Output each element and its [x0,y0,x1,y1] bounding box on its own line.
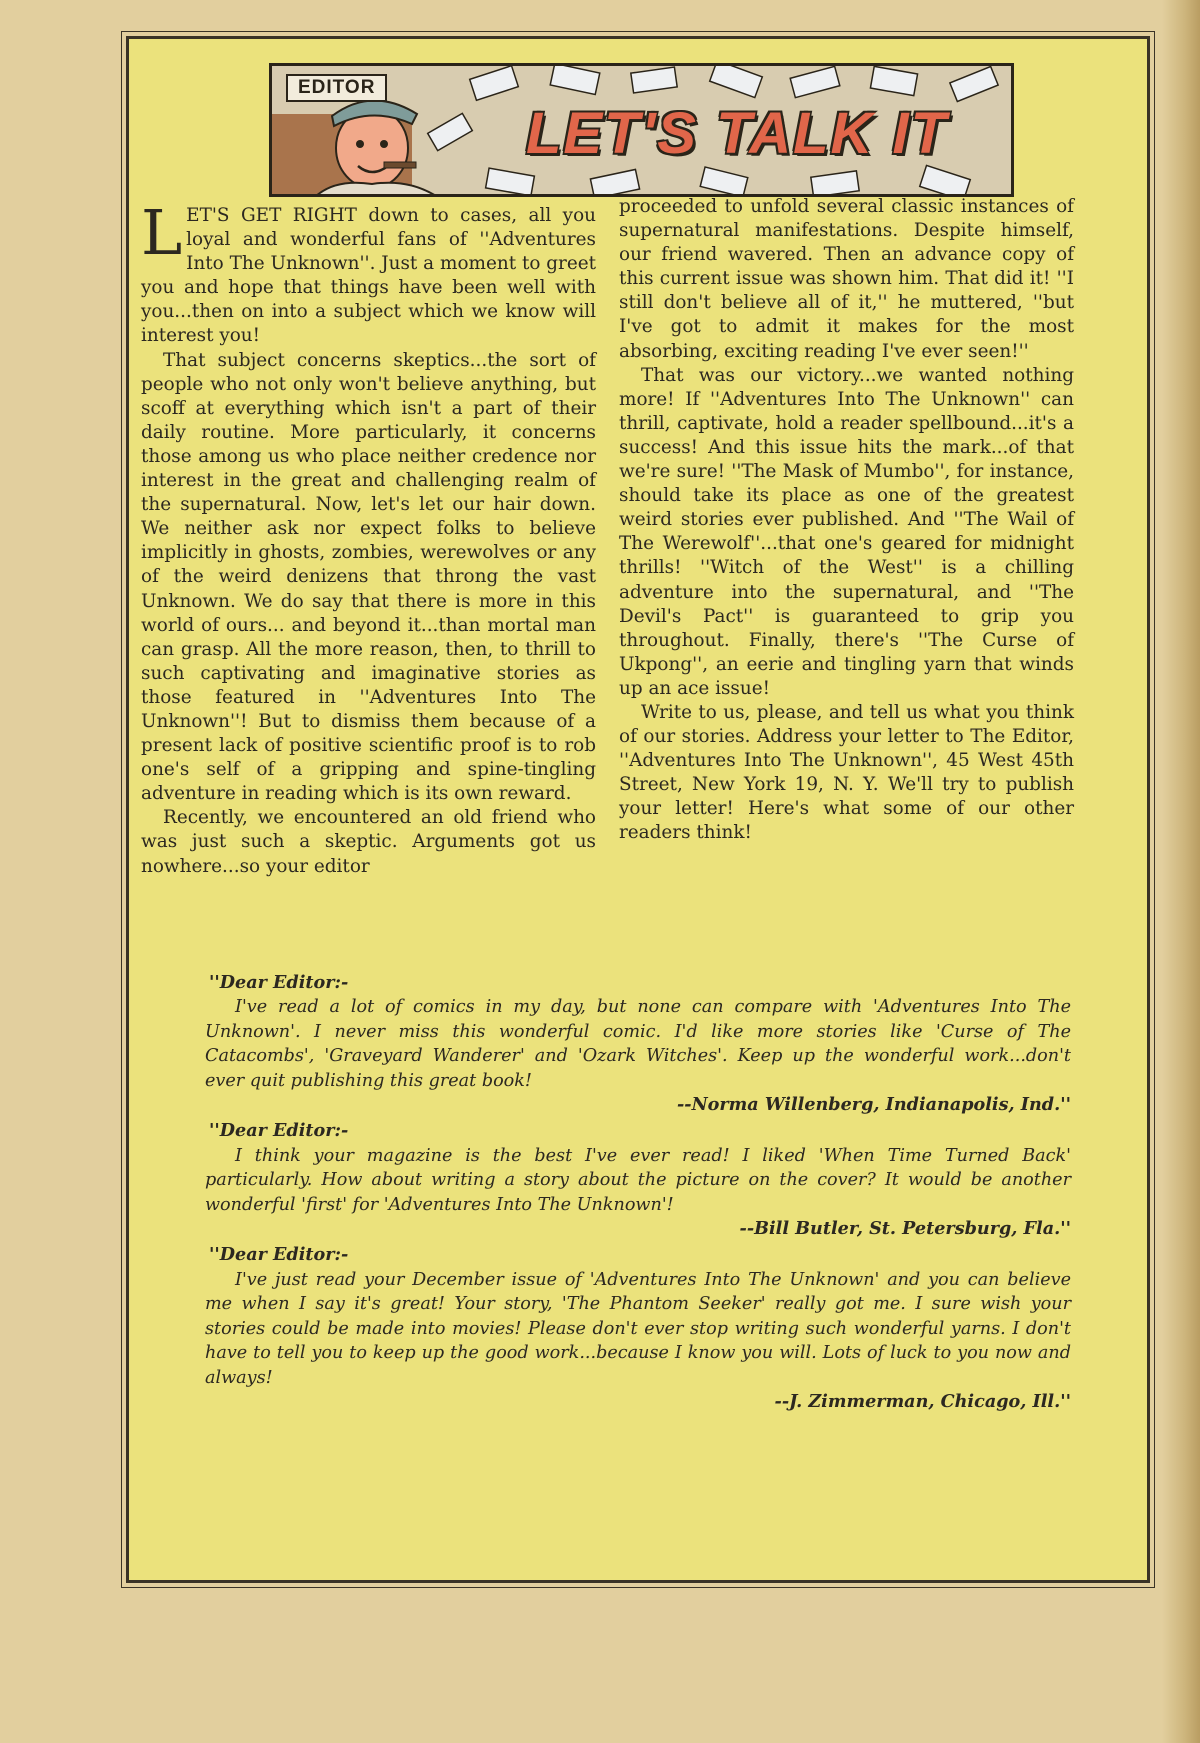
page-edge [1162,0,1200,1743]
drop-cap: L [141,196,183,269]
letter-signature: --J. Zimmerman, Chicago, Ill.'' [774,1390,1071,1412]
letter-signature: --Bill Butler, St. Petersburg, Fla.'' [739,1218,1071,1240]
reader-letter [201,1243,1071,1414]
friend-paragraph: Recently, we encountered an old friend who was just such a skeptic. Arguments got us nowhere...so your editor [141,807,596,877]
letter-body: I've just read your December issue of 'Adventures Into The Unknown' and you can believe me when I say it's great! Your story, 'The Phantom Seeker' really got me. I sure wish your stories could be made into movies! Please don't ever stop writing such wonderful yarns. I don't have to tell you to keep up the good work...because I know you will. Lots of luck to you now and always! [205,1269,1071,1388]
letter-signature: --Norma Willenberg, Indianapolis, Ind.'' [676,1094,1071,1116]
skeptics-paragraph: That subject concerns skeptics...the sort of people who not only won't believe anything, but scoff at everything which isn't a part of their daily routine. More particularly, it concerns those among us who place neither credence nor interest in the great and challenging realm of the supernatural. Now, let's let our hair down. We neither ask nor expect folks to believe implicitly in ghosts, zombies, werewolves or any of the weird denizens that throng the vast Unknown. We do say that there is more in this world of ours... and beyond it...than mortal man can grasp. All the more reason, then, to thrill to such captivating and imaginative stories as those featured in ''Adventures Into The Unknown''! But to dismiss them because of a present lack of positive scientific proof is to rob one's self of a gripping and spine-tingling adventure in reading which is its own reward. [141,349,596,805]
intro-paragraph-text: ET'S GET RIGHT down to cases, all you loyal and wonderful fans of ''Adventures Into The Unknown''. Just a moment to greet you and hope that things have been well with you...then on into a subject which we know will interest you! [141,205,596,347]
left-column [141,196,596,879]
right-column [619,195,1074,846]
header-banner [269,63,1014,197]
page-title: LET'S TALK IT [525,101,949,166]
letter-body: I think your magazine is the best I've ever read! I liked 'When Time Turned Back' particularly. How about writing a story about the picture on the cover? It would be another wonderful 'first' for 'Adventures Into The Unknown'! [205,1145,1071,1215]
letter-salutation: ''Dear Editor:- [209,1120,349,1142]
letters-page-panel [126,36,1150,1583]
letter-salutation: ''Dear Editor:- [209,1244,349,1266]
editor-tag: EDITOR [286,74,387,102]
reader-letters [201,971,1071,1416]
reader-letter [201,971,1071,1117]
intro-paragraph [141,196,596,349]
letter-salutation: ''Dear Editor:- [209,972,349,993]
continuation-paragraph: proceeded to unfold several classic instances of supernatural manifestations. Despite himself, our friend wavered. Then an advance copy of this current issue was shown him. That did it! ''I still don't believe all of it,'' he muttered, ''but I've got to admit it makes for the most absorbing, exciting reading I've ever seen!'' [619,196,1074,362]
reader-letter [201,1119,1071,1241]
victory-paragraph: That was our victory...we wanted nothing more! If ''Adventures Into The Unknown'' can thrill, captivate, hold a reader spellbound...it's a success! And this issue hits the mark...of that we're sure! ''The Mask of Mumbo'', for instance, should take its place as one of the greatest weird stories ever published. And ''The Wail of The Werewolf''...that one's geared for midnight thrills! ''Witch of the West'' is a chilling adventure into the supernatural, and ''The Devil's Pact'' is guaranteed to grip you throughout. Finally, there's ''The Curse of Ukpong'', an eerie and tingling yarn that winds up an ace issue! [619,364,1074,699]
write-to-us-paragraph: Write to us, please, and tell us what you think of our stories. Address your letter to The Editor, ''Adventures Into The Unknown'', 45 West 45th Street, New York 19, N. Y. We'll try to publish your letter! Here's what some of our other readers think! [619,701,1074,844]
letter-body: I've read a lot of comics in my day, but none can compare with 'Adventures Into The Unknown'. I never miss this wonderful comic. I'd like more stories like 'Curse of The Catacombs', 'Graveyard Wanderer' and 'Ozark Witches'. Keep up the wonderful work...don't ever quit publishing this great book! [205,997,1071,1091]
